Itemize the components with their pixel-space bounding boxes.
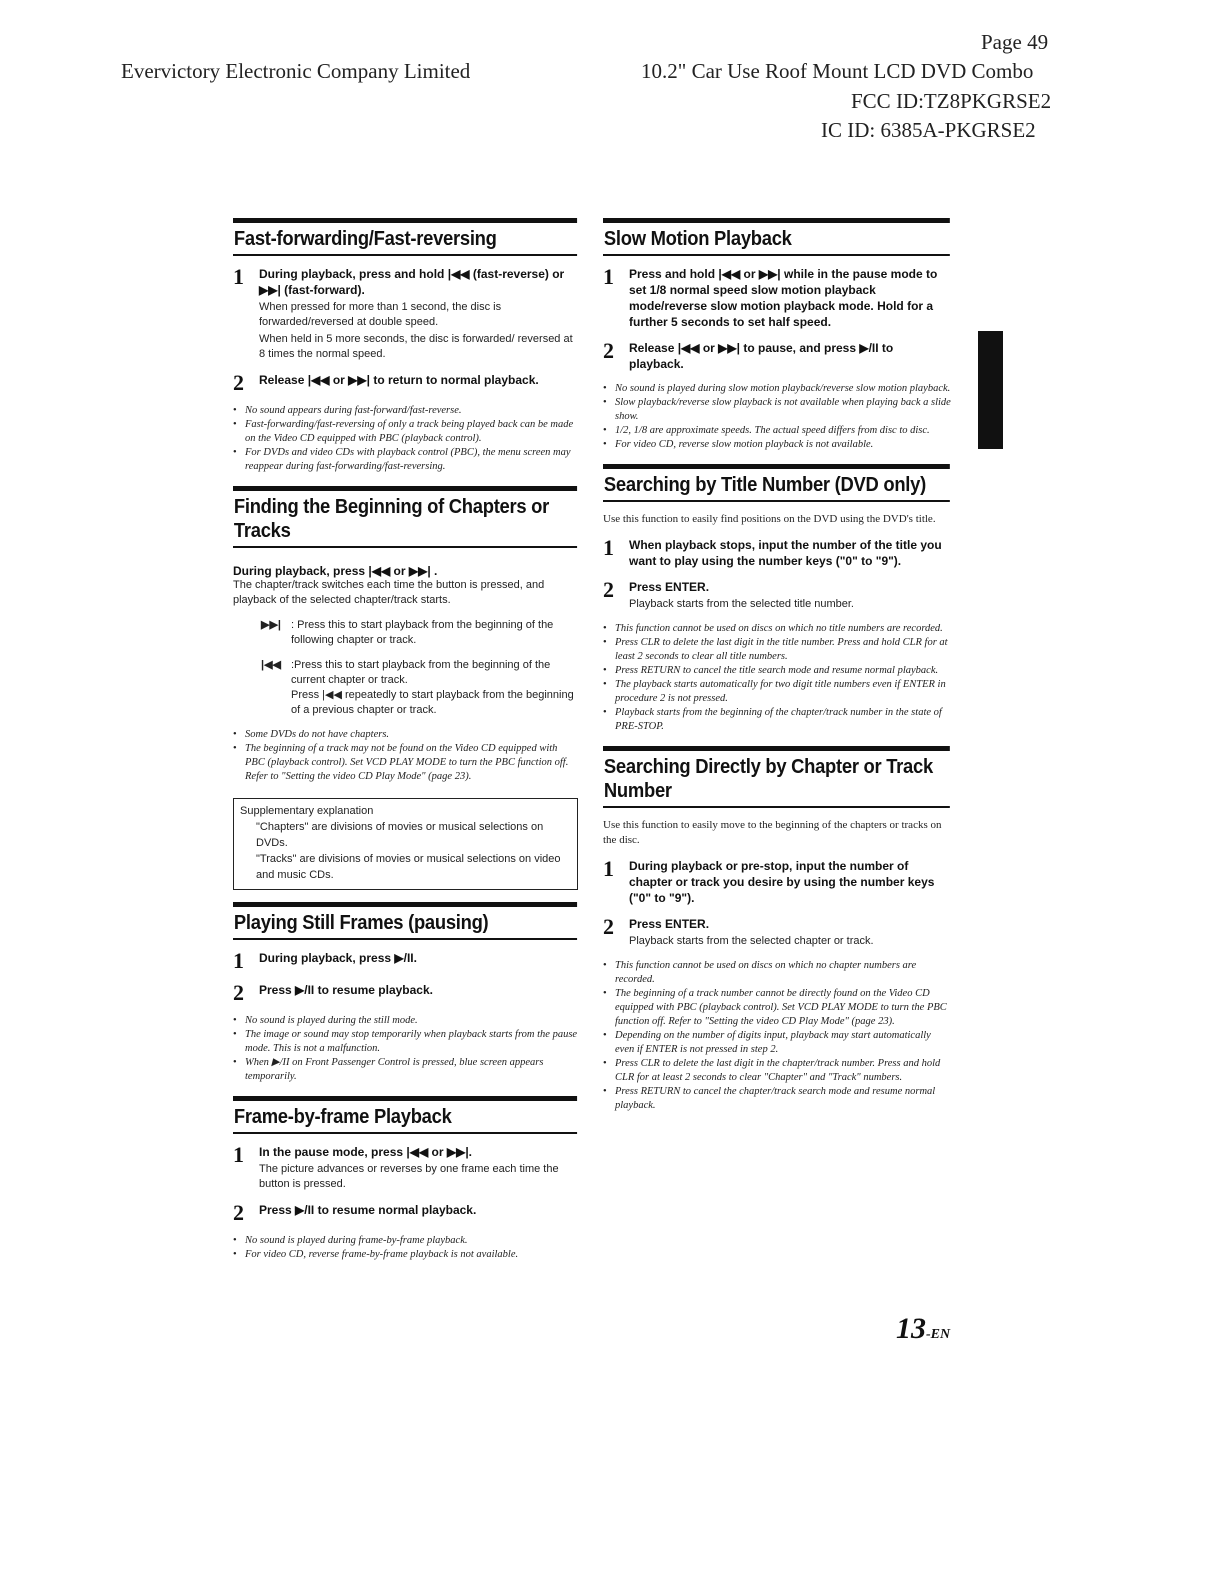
description-text: : Press this to start playback from the beginning of the following chapter or track. (291, 619, 554, 646)
section-tab-marker (978, 331, 1003, 449)
step-number: 1 (233, 1142, 244, 1167)
section-slow-motion (603, 218, 951, 452)
step-heading: During playback or pre-stop, input the number of chapter or track you desire by using the number keys ("0" to "9"). (629, 859, 935, 905)
notes-list (233, 404, 578, 474)
description-text: Press |◀◀ repeatedly to start playback from the beginning of a previous chapter or track. (291, 689, 574, 716)
section-direct-search (603, 746, 951, 1113)
step-heading: Press ▶/II to resume normal playback. (259, 1203, 477, 1217)
page-number-header: Page 49 (981, 30, 1049, 54)
step-heading: During playback, press and hold |◀◀ (fast-reverse) or ▶▶| (fast-forward). (259, 267, 565, 297)
note-item: • For video CD, reverse slow motion playback is not available. (603, 438, 951, 452)
step-detail: The picture advances or reverses by one frame each time the button is pressed. (259, 1163, 559, 1190)
product-name: 10.2" Car Use Roof Mount LCD DVD Combo (641, 59, 1034, 83)
notes-list (233, 1014, 578, 1084)
step-2 (233, 982, 578, 1004)
step-detail: Playback starts from the selected chapter or track. (629, 935, 874, 947)
step-1 (603, 858, 951, 906)
page-number-suffix: -EN (926, 1327, 951, 1342)
step-number: 1 (233, 948, 244, 973)
instruction-heading: During playback, press |◀◀ or ▶▶| . (233, 564, 438, 578)
note-item: • No sound appears during fast-forward/fast-reverse. (233, 404, 578, 418)
step-number: 2 (233, 980, 244, 1005)
note-item: • Fast-forwarding/fast-reversing of only a track being played back can be made on the Video CD equipped with PBC (playback control). (233, 418, 578, 446)
left-column (233, 218, 578, 1274)
prev-button-description (261, 658, 578, 718)
supplementary-box (233, 798, 578, 890)
section-title: Frame-by-frame Playback (233, 1096, 577, 1134)
step-detail: When held in 5 more seconds, the disc is forwarded/ reversed at 8 times the normal speed. (259, 333, 573, 360)
step-1 (233, 950, 578, 972)
note-item: • For DVDs and video CDs with playback control (PBC), the menu screen may reappear during fast-forwarding/fast-reversing. (233, 446, 578, 474)
step-number: 1 (603, 264, 614, 289)
step-1 (233, 266, 578, 362)
right-column (603, 218, 951, 1125)
note-item: • The image or sound may stop temporarily when playback starts from the pause mode. This is not a malfunction. (233, 1028, 578, 1056)
next-track-icon: ▶▶| (261, 619, 281, 631)
section-title: Searching by Title Number (DVD only) (603, 464, 950, 502)
note-item: • The beginning of a track may not be found on the Video CD equipped with PBC (playback control). Set VCD PLAY MODE to turn the PBC function off. Refer to "Setting the video CD Play Mode" (page 23). (233, 742, 578, 784)
step-2 (603, 579, 951, 612)
section-title: Searching Directly by Chapter or Track Number (603, 746, 950, 808)
note-item: • No sound is played during frame-by-frame playback. (233, 1234, 578, 1248)
step-heading: Release |◀◀ or ▶▶| to return to normal playback. (259, 373, 539, 387)
section-title: Finding the Beginning of Chapters or Tracks (233, 486, 577, 548)
section-intro: Use this function to easily find positions on the DVD using the DVD's title. (603, 513, 936, 525)
step-2 (603, 916, 951, 949)
step-number: 2 (233, 370, 244, 395)
page-number-footer (896, 1312, 950, 1346)
section-title: Playing Still Frames (pausing) (233, 902, 577, 940)
step-heading: During playback, press ▶/II. (259, 951, 417, 965)
notes-list (603, 382, 951, 452)
note-item: • When ▶/II on Front Passenger Control is pressed, blue screen appears temporarily. (233, 1056, 578, 1084)
prev-track-icon: |◀◀ (261, 659, 281, 671)
step-number: 1 (603, 856, 614, 881)
notes-list (603, 622, 951, 734)
step-number: 1 (603, 535, 614, 560)
section-finding-chapters (233, 486, 578, 890)
step-1 (233, 1144, 578, 1192)
step-heading: Press and hold |◀◀ or ▶▶| while in the pause mode to set 1/8 normal speed slow motion playback mode/reverse slow motion playback mode. Hold for a further 5 seconds to set half speed. (629, 267, 938, 329)
note-item: • Press RETURN to cancel the chapter/track search mode and resume normal playback. (603, 1085, 951, 1113)
step-heading: Release |◀◀ or ▶▶| to pause, and press ▶/II to playback. (629, 341, 894, 371)
company-name: Evervictory Electronic Company Limited (121, 59, 471, 83)
note-item: • 1/2, 1/8 are approximate speeds. The actual speed differs from disc to disc. (603, 424, 951, 438)
step-2 (603, 340, 951, 372)
section-fast-forward (233, 218, 578, 474)
notes-list (233, 728, 578, 784)
step-heading: Press ▶/II to resume playback. (259, 983, 433, 997)
step-detail: When pressed for more than 1 second, the disc is forwarded/reversed at double speed. (259, 301, 502, 328)
description-text: :Press this to start playback from the beginning of the current chapter or track. (291, 659, 551, 686)
section-title: Slow Motion Playback (603, 218, 950, 256)
notes-list (233, 1234, 578, 1262)
step-heading: Press ENTER. (629, 917, 710, 931)
note-item: • Press CLR to delete the last digit in the title number. Press and hold CLR for at least 2 seconds to clear all title numbers. (603, 636, 951, 664)
note-item: • For video CD, reverse frame-by-frame playback is not available. (233, 1248, 578, 1262)
section-title-search (603, 464, 951, 734)
section-intro: Use this function to easily move to the beginning of the chapters or tracks on the disc. (603, 819, 942, 846)
note-item: • Some DVDs do not have chapters. (233, 728, 578, 742)
note-item: • Press RETURN to cancel the title search mode and resume normal playback. (603, 664, 951, 678)
note-item: • The beginning of a track number cannot be directly found on the Video CD equipped with PBC (playback control). Set VCD PLAY MODE to turn the PBC function off. Refer to "Setting the video CD Play Mode" (page 23). (603, 987, 951, 1029)
section-title: Fast-forwarding/Fast-reversing (233, 218, 577, 256)
next-button-description (261, 618, 578, 648)
step-number: 2 (233, 1200, 244, 1225)
note-item: • Playback starts from the beginning of the chapter/track number in the state of PRE-STOP. (603, 706, 951, 734)
supplementary-title: Supplementary explanation (240, 805, 374, 817)
fcc-id: FCC ID:TZ8PKGRSE2 (851, 89, 1052, 113)
note-item: • Depending on the number of digits input, playback may start automatically even if ENTER is not pressed in step 2. (603, 1029, 951, 1057)
step-heading: In the pause mode, press |◀◀ or ▶▶|. (259, 1145, 473, 1159)
note-item: • The playback starts automatically for two digit title numbers even if ENTER in procedure 2 is not pressed. (603, 678, 951, 706)
section-still-frames (233, 902, 578, 1084)
step-number: 2 (603, 914, 614, 939)
note-item: • Slow playback/reverse slow playback is not available when playing back a slide show. (603, 396, 951, 424)
step-2 (233, 372, 578, 394)
step-1 (603, 266, 951, 330)
step-number: 2 (603, 338, 614, 363)
step-2 (233, 1202, 578, 1224)
step-number: 2 (603, 577, 614, 602)
step-heading: When playback stops, input the number of the title you want to play using the number keys ("0" to "9"). (629, 538, 942, 568)
section-frame-by-frame (233, 1096, 578, 1262)
supplementary-line: "Chapters" are divisions of movies or musical selections on DVDs. (256, 821, 544, 849)
instruction-text: The chapter/track switches each time the button is pressed, and playback of the selected chapter/track starts. (233, 579, 545, 606)
note-item: • This function cannot be used on discs on which no chapter numbers are recorded. (603, 959, 951, 987)
step-1 (603, 537, 951, 569)
step-detail: Playback starts from the selected title number. (629, 598, 854, 610)
step-heading: Press ENTER. (629, 580, 710, 594)
note-item: • No sound is played during slow motion playback/reverse slow motion playback. (603, 382, 951, 396)
note-item: • No sound is played during the still mode. (233, 1014, 578, 1028)
supplementary-line: "Tracks" are divisions of movies or musical selections on video and music CDs. (256, 853, 561, 881)
step-number: 1 (233, 264, 244, 289)
note-item: • This function cannot be used on discs on which no title numbers are recorded. (603, 622, 951, 636)
note-item: • Press CLR to delete the last digit in the chapter/track number. Press and hold CLR for at least 2 seconds to clear "Chapter" and "Track" numbers. (603, 1057, 951, 1085)
ic-id: IC ID: 6385A-PKGRSE2 (821, 118, 1036, 142)
page-number-main: 13 (896, 1312, 926, 1345)
notes-list (603, 959, 951, 1113)
